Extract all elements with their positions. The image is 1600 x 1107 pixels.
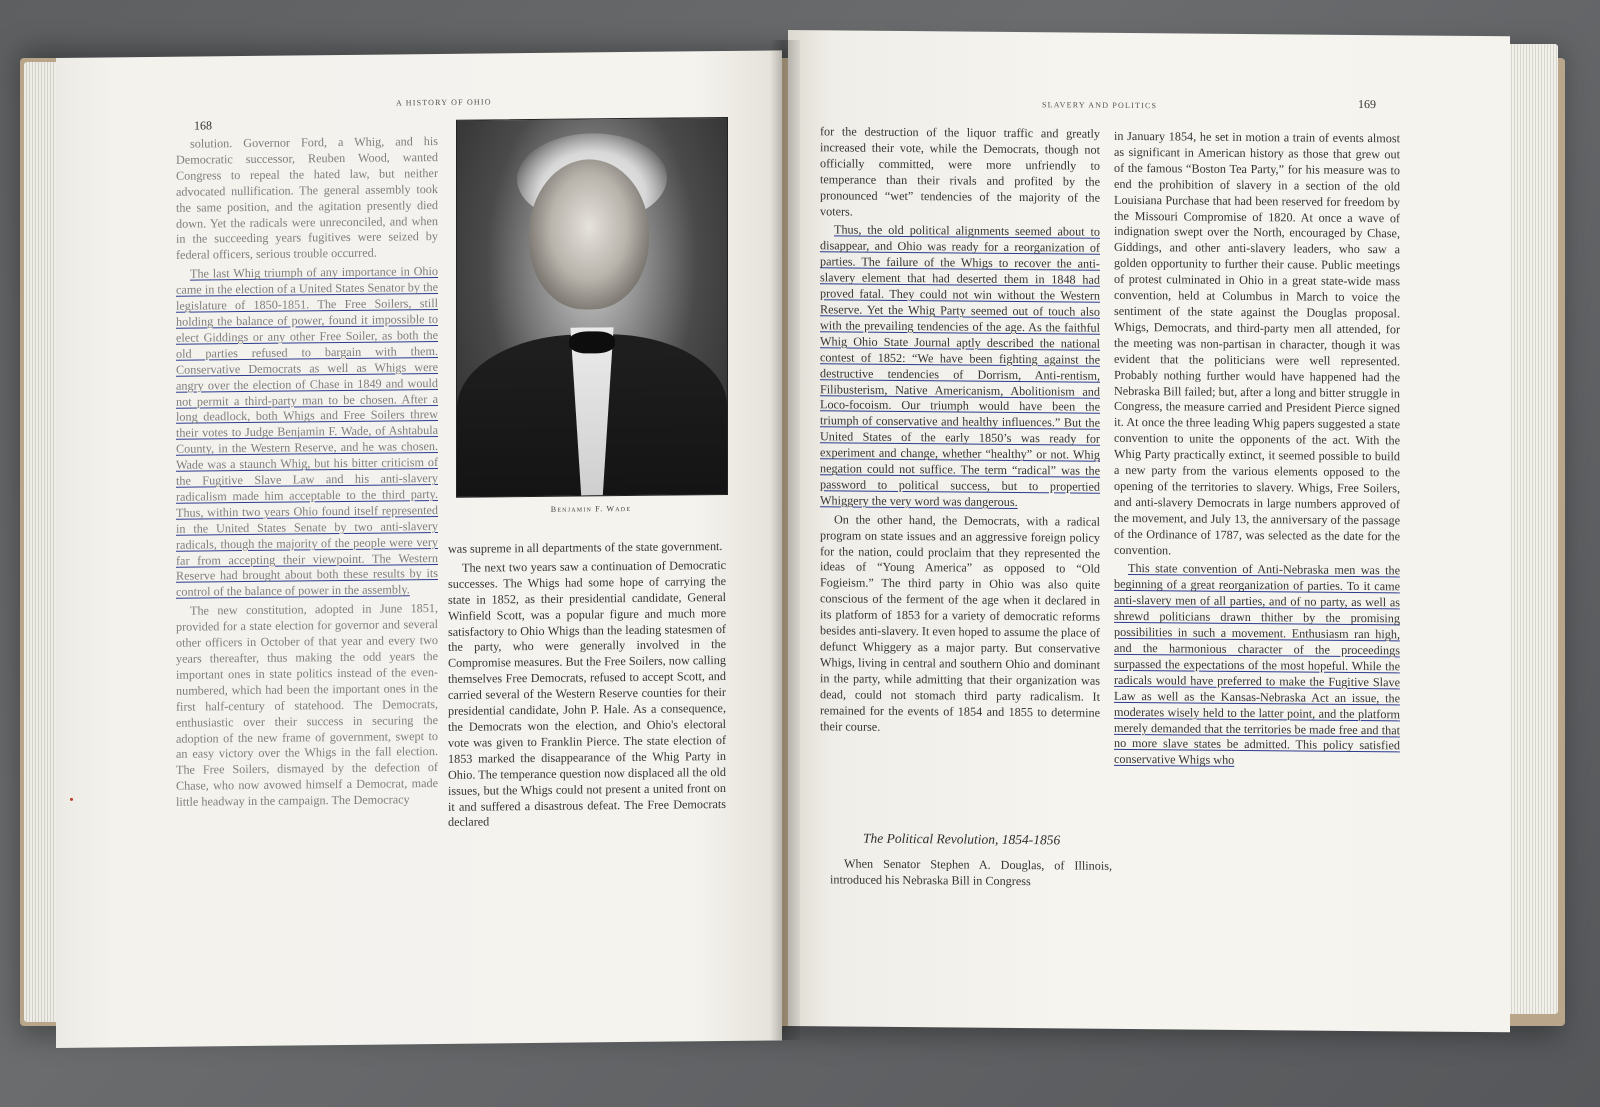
right-page-number: 169 <box>1358 96 1376 112</box>
right-running-head: SLAVERY AND POLITICS <box>1042 100 1158 111</box>
pencil-mark <box>70 798 73 801</box>
portrait-caption: Benjamin F. Wade <box>550 503 632 514</box>
right-page <box>788 30 1510 1032</box>
paragraph: for the destruction of the liquor traffic and greatly increased their vote, while the Democrats, though not officially committed, were more unfriendly to temperance than their rivals and profited by the pronounced “wet” tendencies of the majority of the voters. <box>820 124 1100 219</box>
right-column-1-continued <box>830 856 1112 890</box>
paragraph: This state convention of Anti-Nebraska men was the beginning of a great reorganization of parties. To it came anti-slavery men of all parties, and of no party, as well as shrewd politicians drawn thither by the promising possibilities in such a movement. Enthusiasm ran high, and the harmonious character of the proceedings surpassed the expectations of the most hopeful. While the radicals would have preferred to make the Fugitive Slave Law as well as the Kansas-Nebraska Act an issue, the moderates wisely held to the latter point, and the platform merely demanded that the territories be made free and that no more slave states be admitted. This policy satisfied conservative Whigs who <box>1114 561 1400 768</box>
paragraph: in January 1854, he set in motion a train of events almost as significant in American history as those that grew out of the famous “Boston Tea Party,” for his measure was to end the prohibition of slavery in a section of the old Louisiana Purchase that had been reserved for freedom by the Missouri Compromise of 1820. At once a wave of indignation swept over the North, encouraged by Chase, Giddings, and other anti-slavery leaders, who saw a golden opportunity to further their cause. Public meetings of protest culminated in Ohio in a great state-wide mass convention, held at Columbus in March to voice the sentiment of the state against the Douglas proposal. Whigs, Democrats, and third-party men all attended, for the meeting was non-partisan in character, though it was evident that the politicians were well represented. Probably nothing further would have happened had the Nebraska Bill failed; but, after a long and bitter struggle in Congress, the measure carried and President Pierce signed it. At once the three leading Whig papers suggested a state convention to unite the opponents of the act. With the Whig Party practically extinct, it seemed possible to build a new party from the various elements opposed to the opening of the territories to slavery. Whigs, Free Soilers, and anti-slavery Democrats in large numbers approved of the movement, and July 13, the anniversary of the passage of the Ordinance of 1787, was selected as the date for the convention. <box>1114 128 1400 557</box>
paragraph: Thus, the old political alignments seemed about to disappear, and Ohio was ready for a reorganization of parties. The failure of the Whigs to recover the anti-slavery element that had deserted them in 1848 had proved fatal. They could not win without the Western Reserve. Yet the Whig Party seemed out of touch also with the prevailing tendencies of the age. As the faithful Whig Ohio State Journal aptly described the national contest of 1852: “We have been fighting against the destructive tendencies of Dorrism, Anti-rentism, Filibusterism, Native Americanism, Abolitionism and Loco-focoism. Our triumph would have been the triumph of conservative and healthy influences.” But the United States of the early 1850’s was ready for experiment and change, whether “healthy” or not. Whig negation could not suffice. The term “radical” was the password to political success, but to propertied Whiggery the very word was dangerous. <box>820 222 1100 509</box>
portrait-tie <box>569 331 615 353</box>
left-running-head: A HISTORY OF OHIO <box>396 97 492 108</box>
paragraph: The next two years saw a continuation of Democratic successes. The Whigs had some hope of carrying the state in 1852, as their presidential candidate, General Winfield Scott, was a popular figure and much more satisfactory to Ohio Whigs than the leading statesmen of the party, who were generally involved in the Compromise measures. But the Free Soilers, now calling themselves Free Democrats, refused to accept Scott, and carried several of the Western Reserve counties for their presidential candidate, John P. Hale. As a consequence, the Democrats won the election, and Ohio's electoral vote was given to Franklin Pierce. The state election of 1853 marked the disappearance of the Whig Party in Ohio. The temperance question now displaced all the old issues, but the Whigs could not present a united front on it and suffered a disastrous defeat. The Free Democrats declared <box>448 557 726 830</box>
paragraph: was supreme in all departments of the state government. <box>448 539 723 556</box>
left-column-1 <box>176 134 438 811</box>
paragraph: When Senator Stephen A. Douglas, of Illinois, introduced his Nebraska Bill in Congress <box>830 856 1112 889</box>
paragraph: The new constitution, adopted in June 1851, provided for a state election for governor and several other officers in October of that year and every two years thereafter, thus making the odd years the important ones in state politics instead of the even-numbered, which had been the important ones in the first half-century of statehood. The Democrats, enthusiastic over their success in securing the adoption of the new frame of government, swept to an easy victory over the Whigs in the fall election. The Free Soilers, dismayed by the defection of Chase, who now avowed himself a Democrat, made little headway in the campaign. The Democracy <box>176 601 438 809</box>
left-page <box>56 50 782 1048</box>
right-column-1 <box>820 124 1100 737</box>
left-page-number: 168 <box>194 118 212 133</box>
paragraph: solution. Governor Ford, a Whig, and his Democratic successor, Reuben Wood, wanted Congress to repeal the hated law, but neither advocated nullification. The general assembly took the same position, and the agitation presently died down. Yet the radicals were unreconciled, and when in the succeeding years fugitives were seized by federal officers, serious trouble occurred. <box>176 133 438 263</box>
portrait-photo <box>456 117 728 498</box>
portrait-face <box>529 159 649 310</box>
paragraph: On the other hand, the Democrats, with a radical program on state issues and an aggressive foreign policy for the nation, could proclaim that they represented the ideas of “Young America” as opposed to “Old Fogieism.” The third party in Ohio was also quite conscious of the ferment of the age when it declared in its platform of 1853 for a variety of democratic reforms besides anti-slavery. It even hoped to assume the place of defunct Whiggery as a major party. But conservative Whigs, living in central and southern Ohio and dominant in the party, while admitting that their organization was dead, could not stomach third party radicalism. It remained for the events of 1854 and 1855 to determine their course. <box>820 512 1100 734</box>
left-column-2 <box>448 539 726 831</box>
paragraph: The last Whig triumph of any importance in Ohio came in the election of a United States Senator by the legislature of 1850-1851. The Free Soilers, still holding the balance of power, found it impossible to elect Giddings or any other Free Soiler, as both the old parties refused to bargain with them. Conservative Democrats as well as Whigs were angry over the election of Chase in 1849 and would not permit a third-party man to be chosen. After a long deadlock, both Whigs and Free Soilers threw their votes to Judge Benjamin F. Wade, of Ashtabula County, in the Western Reserve, and he was chosen. Wade was a staunch Whig, but his bitter criticism of the Fugitive Slave Law and his anti-slavery radicalism made him acceptable to the third party. Thus, within two years Ohio found itself represented in the United States Senate by two anti-slavery radicals, though the majority of the people were very far from accepting their viewpoint. The Western Reserve had brought about both these results by its control of the balance of power in the assembly. <box>176 264 438 600</box>
section-subheading: The Political Revolution, 1854-1856 <box>863 830 1061 848</box>
right-column-2 <box>1114 129 1400 771</box>
